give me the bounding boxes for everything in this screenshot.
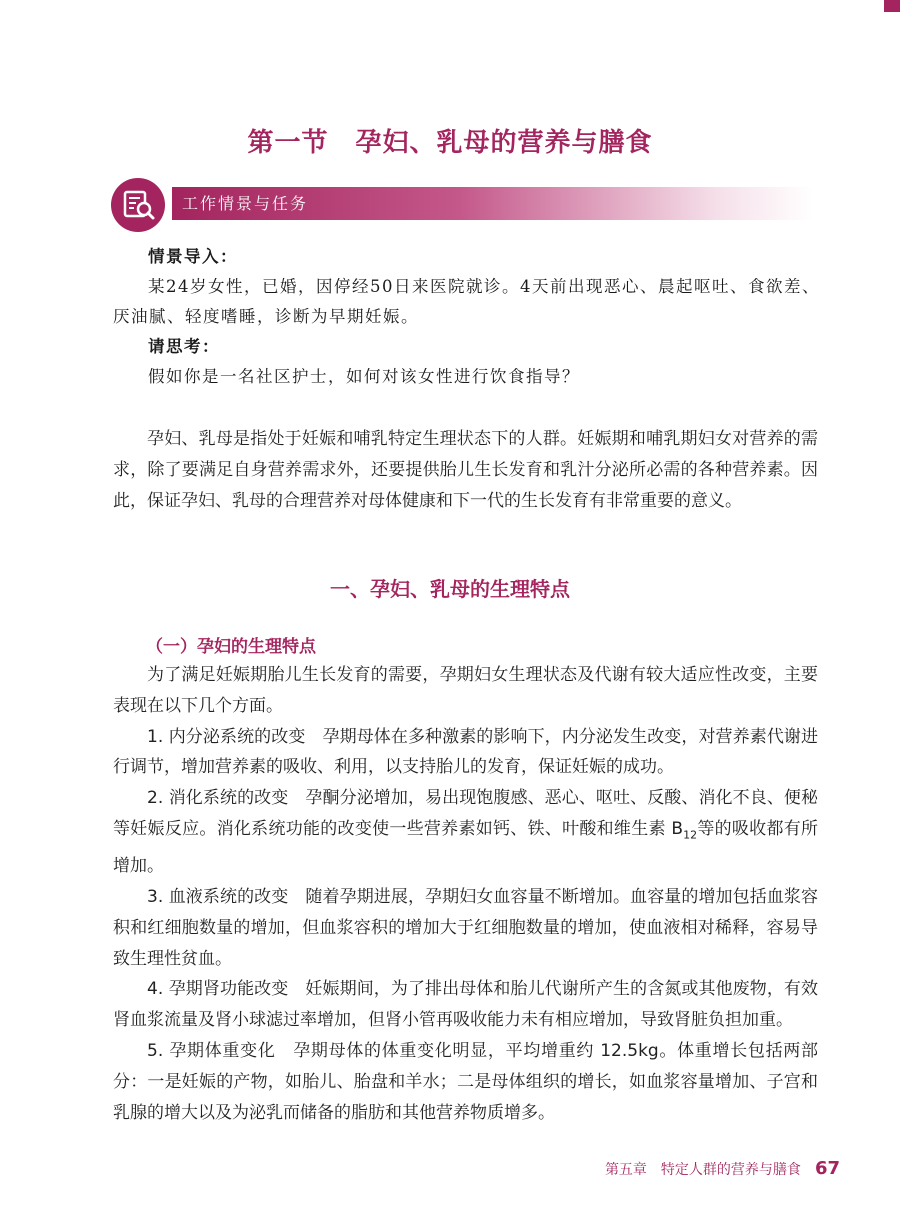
scenario-question-label: 请思考： <box>148 337 220 356</box>
paragraph-blood: 3. 血液系统的改变 随着孕期进展，孕期妇女血容量不断增加。血容量的增加包括血浆容积和红细胞数量的增加，但血浆容积的增加大于红细胞数量的增加，使血液相对稀释，容易导致生理性贫血。 <box>113 886 818 969</box>
intro-paragraph: 孕妇、乳母是指处于妊娠和哺乳特定生理状态下的人群。妊娠期和哺乳期妇女对营养的需求，除了要满足自身营养需求外，还要提供胎儿生长发育和乳汁分泌所必需的各种营养素。因此，保证孕妇、乳母的合理营养对母体健康和下一代的生长发育有非常重要的意义。 <box>113 429 818 511</box>
paragraph-digestive <box>113 783 818 882</box>
scenario-block <box>113 242 833 392</box>
paragraph-endocrine: 1. 内分泌系统的改变 孕期母体在多种激素的影响下，内分泌发生改变，对营养素代谢进行调节，增加营养素的吸收、利用，以支持胎儿的发育，保证妊娠的成功。 <box>113 726 818 778</box>
scenario-intro-label: 情景导入： <box>148 247 238 266</box>
digestive-text-b: 等的吸收都有所增加。 <box>113 818 818 877</box>
scenario-intro-text: 某24岁女性，已婚，因停经50日来医院就诊。4天前出现恶心、晨起呕吐、食欲差、厌油腻、轻度嗜睡，诊断为早期妊娠。 <box>113 277 820 326</box>
paragraph-weight: 5. 孕期体重变化 孕期母体的体重变化明显，平均增重约 12.5kg。体重增长包括两部分：一是妊娠的产物，如胎儿、胎盘和羊水；二是母体组织的增长，如血浆容量增加、子宫和乳腺的增大以及为泌乳而储备的脂肪和其他营养物质增多。 <box>113 1040 818 1123</box>
footer-chapter: 第五章 特定人群的营养与膳食 <box>604 1162 801 1178</box>
heading-pregnant-physiology: （一）孕妇的生理特点 <box>146 637 316 657</box>
scenario-question-text: 假如你是一名社区护士，如何对该女性进行饮食指导？ <box>148 367 580 386</box>
page-footer <box>560 1158 840 1179</box>
digestive-text-a: 2. 消化系统的改变 孕酮分泌增加，易出现饱腹感、恶心、呕吐、反酸、消化不良、便秘等妊娠反应。消化系统功能的改变使一些营养素如钙、铁、叶酸和维生素 B <box>113 788 818 839</box>
paragraph-kidney: 4. 孕期肾功能改变 妊娠期间，为了排出母体和胎儿代谢所产生的含氮或其他废物，有效肾血浆流量及肾小球滤过率增加，但肾小管再吸收能力未有相应增加，导致肾脏负担加重。 <box>113 979 818 1031</box>
intro-paragraph-block <box>113 424 818 516</box>
corner-tab <box>884 0 900 12</box>
document-search-icon <box>111 178 165 232</box>
digestive-subscript: 12 <box>683 828 698 842</box>
paragraph-intro: 为了满足妊娠期胎儿生长发育的需要，孕期妇女生理状态及代谢有较大适应性改变，主要表现在以下几个方面。 <box>113 665 818 716</box>
page-number: 67 <box>814 1158 840 1179</box>
heading-physiology: 一、孕妇、乳母的生理特点 <box>330 577 570 601</box>
body-text <box>113 660 818 1128</box>
task-banner <box>172 187 812 220</box>
section-title: 第一节 孕妇、乳母的营养与膳食 <box>247 128 653 158</box>
banner-label: 工作情景与任务 <box>182 194 309 213</box>
